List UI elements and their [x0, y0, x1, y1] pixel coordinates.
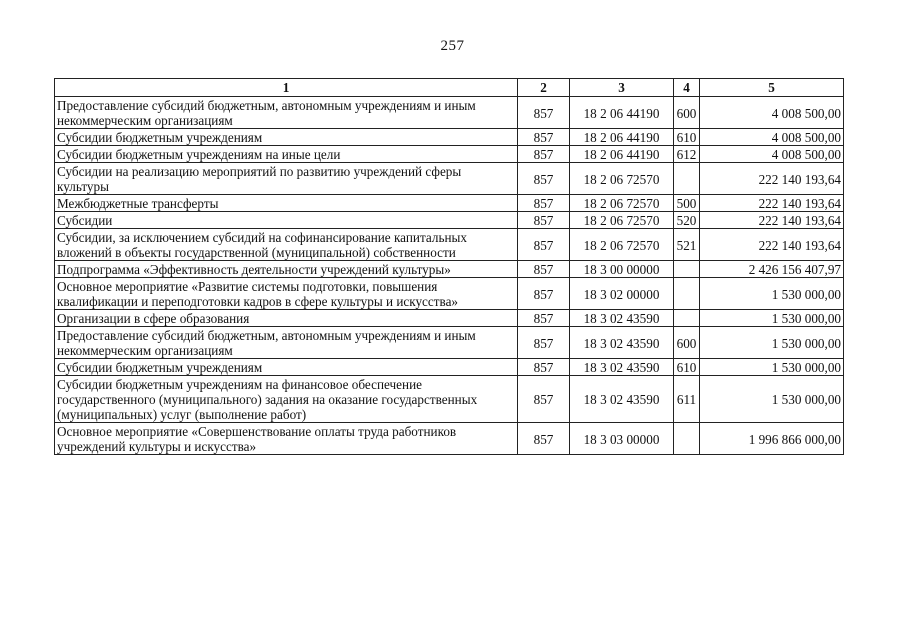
row-expense-type: [674, 163, 700, 195]
row-amount: 222 140 193,64: [700, 195, 844, 212]
header-cell-admin: 2: [518, 79, 570, 97]
row-target-code: 18 2 06 72570: [570, 195, 674, 212]
row-expense-type: 610: [674, 129, 700, 146]
row-amount: 1 530 000,00: [700, 278, 844, 310]
row-target-code: 18 3 02 43590: [570, 327, 674, 359]
row-target-code: 18 3 02 43590: [570, 359, 674, 376]
table-row: [55, 423, 844, 455]
row-expense-type: 500: [674, 195, 700, 212]
table-row: [55, 97, 844, 129]
row-target-code: 18 2 06 44190: [570, 146, 674, 163]
row-expense-type: [674, 423, 700, 455]
table-row: [55, 195, 844, 212]
row-amount: 2 426 156 407,97: [700, 261, 844, 278]
header-cell-code: 3: [570, 79, 674, 97]
row-amount: 1 530 000,00: [700, 359, 844, 376]
row-admin-code: 857: [518, 212, 570, 229]
row-admin-code: 857: [518, 278, 570, 310]
row-expense-type: 611: [674, 376, 700, 423]
table-row: [55, 310, 844, 327]
header-cell-amount: 5: [700, 79, 844, 97]
row-name: Субсидии на реализацию мероприятий по развитию учреждений сферы культуры: [55, 163, 518, 195]
row-expense-type: 600: [674, 97, 700, 129]
row-target-code: 18 3 00 00000: [570, 261, 674, 278]
table-row: [55, 163, 844, 195]
row-amount: 1 530 000,00: [700, 327, 844, 359]
row-amount: 4 008 500,00: [700, 97, 844, 129]
row-expense-type: 610: [674, 359, 700, 376]
row-target-code: 18 2 06 72570: [570, 229, 674, 261]
header-cell-type: 4: [674, 79, 700, 97]
row-expense-type: 612: [674, 146, 700, 163]
row-target-code: 18 2 06 72570: [570, 163, 674, 195]
table-row: [55, 327, 844, 359]
row-name: Предоставление субсидий бюджетным, автономным учреждениям и иным некоммерческим организациям: [55, 327, 518, 359]
row-admin-code: 857: [518, 97, 570, 129]
row-name: Субсидии, за исключением субсидий на софинансирование капитальных вложений в объекты государственной (муниципальной) собственности: [55, 229, 518, 261]
row-expense-type: 521: [674, 229, 700, 261]
row-admin-code: 857: [518, 376, 570, 423]
table-row: [55, 261, 844, 278]
row-name: Субсидии бюджетным учреждениям на финансовое обеспечение государственного (муниципального) задания на оказание государственных (муниципальных) услуг (выполнение работ): [55, 376, 518, 423]
row-amount: 222 140 193,64: [700, 163, 844, 195]
row-admin-code: 857: [518, 163, 570, 195]
row-amount: 4 008 500,00: [700, 146, 844, 163]
row-expense-type: 600: [674, 327, 700, 359]
row-amount: 1 530 000,00: [700, 376, 844, 423]
table-row: [55, 146, 844, 163]
row-name: Субсидии бюджетным учреждениям: [55, 129, 518, 146]
header-cell-name: 1: [55, 79, 518, 97]
table-row: [55, 359, 844, 376]
row-name: Субсидии бюджетным учреждениям на иные цели: [55, 146, 518, 163]
row-admin-code: 857: [518, 423, 570, 455]
row-admin-code: 857: [518, 195, 570, 212]
row-name: Организации в сфере образования: [55, 310, 518, 327]
table-row: [55, 212, 844, 229]
row-target-code: 18 2 06 72570: [570, 212, 674, 229]
row-name: Подпрограмма «Эффективность деятельности учреждений культуры»: [55, 261, 518, 278]
row-amount: 1 530 000,00: [700, 310, 844, 327]
row-name: Основное мероприятие «Совершенствование оплаты труда работников учреждений культуры и искусства»: [55, 423, 518, 455]
row-name: Основное мероприятие «Развитие системы подготовки, повышения квалификации и переподготовки кадров в сфере культуры и искусства»: [55, 278, 518, 310]
row-amount: 4 008 500,00: [700, 129, 844, 146]
row-admin-code: 857: [518, 310, 570, 327]
row-expense-type: 520: [674, 212, 700, 229]
row-amount: 1 996 866 000,00: [700, 423, 844, 455]
row-expense-type: [674, 310, 700, 327]
row-admin-code: 857: [518, 146, 570, 163]
row-admin-code: 857: [518, 327, 570, 359]
row-name: Субсидии: [55, 212, 518, 229]
row-target-code: 18 3 02 43590: [570, 310, 674, 327]
row-expense-type: [674, 278, 700, 310]
row-admin-code: 857: [518, 261, 570, 278]
row-admin-code: 857: [518, 229, 570, 261]
row-name: Межбюджетные трансферты: [55, 195, 518, 212]
budget-table: [54, 78, 844, 455]
row-name: Предоставление субсидий бюджетным, автономным учреждениям и иным некоммерческим организациям: [55, 97, 518, 129]
table-row: [55, 129, 844, 146]
row-admin-code: 857: [518, 359, 570, 376]
table-row: [55, 278, 844, 310]
table-row: [55, 229, 844, 261]
table-row: [55, 376, 844, 423]
page-number: 257: [440, 38, 465, 54]
row-target-code: 18 2 06 44190: [570, 97, 674, 129]
header-row: [55, 79, 844, 97]
row-amount: 222 140 193,64: [700, 229, 844, 261]
row-target-code: 18 3 03 00000: [570, 423, 674, 455]
row-target-code: 18 3 02 43590: [570, 376, 674, 423]
row-admin-code: 857: [518, 129, 570, 146]
row-expense-type: [674, 261, 700, 278]
row-target-code: 18 3 02 00000: [570, 278, 674, 310]
row-amount: 222 140 193,64: [700, 212, 844, 229]
row-name: Субсидии бюджетным учреждениям: [55, 359, 518, 376]
row-target-code: 18 2 06 44190: [570, 129, 674, 146]
